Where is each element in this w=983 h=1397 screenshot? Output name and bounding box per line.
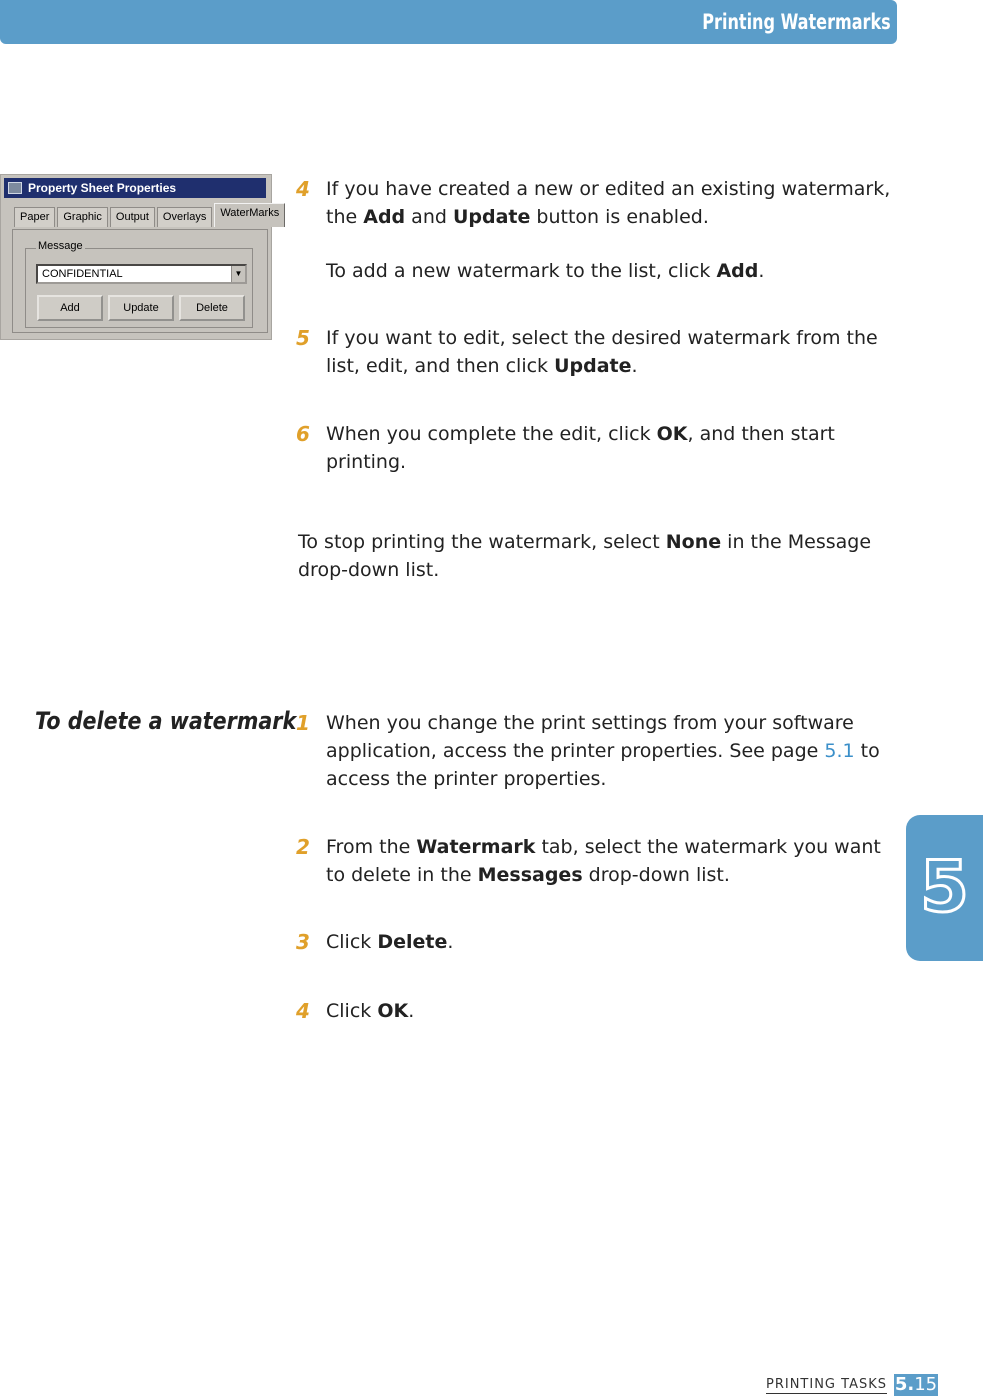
step-number: 4 (296, 999, 310, 1023)
step-item (296, 709, 896, 793)
tab-graphic[interactable]: Graphic (57, 207, 108, 227)
step-text: Click Delete. (326, 931, 454, 953)
step-number: 6 (296, 422, 310, 446)
step-number: 2 (296, 835, 310, 859)
step-text: If you want to edit, select the desired watermark from the list, edit, and then click Update. (326, 327, 878, 377)
page-title: Printing Watermarks (702, 10, 891, 34)
tab-overlays[interactable]: Overlays (157, 207, 212, 227)
dropdown-value: CONFIDENTIAL (42, 268, 123, 280)
tab-watermarks[interactable]: WaterMarks (214, 203, 285, 227)
section-heading: To delete a watermark (35, 707, 297, 735)
page-number: 5.15 (894, 1374, 938, 1395)
step-text: If you have created a new or edited an existing watermark, the Add and Update button is enabled. (326, 178, 891, 228)
header-bar (0, 0, 897, 44)
step-text: When you complete the edit, click OK, and then start printing. (326, 423, 835, 473)
chapter-number: 5 (920, 846, 969, 928)
tab-output[interactable]: Output (110, 207, 155, 227)
page-link[interactable]: 5.1 (824, 740, 855, 762)
footer-label: PRINTING TASKS (766, 1377, 887, 1392)
step-text: Click OK. (326, 1000, 415, 1022)
step-number: 3 (296, 930, 310, 954)
step-item (296, 420, 896, 476)
step-number: 1 (296, 711, 310, 735)
step-number: 4 (296, 177, 310, 201)
note-paragraph: To stop printing the watermark, select None in the Message drop-down list. (298, 531, 872, 581)
dialog-title: Property Sheet Properties (28, 181, 177, 195)
update-button[interactable]: Update (108, 295, 174, 321)
add-button[interactable]: Add (37, 295, 103, 321)
step-item (296, 997, 896, 1025)
dialog-titlebar (4, 178, 266, 198)
step-item (296, 833, 896, 889)
step-item (296, 175, 896, 231)
step-number: 5 (296, 326, 310, 350)
step-text: To add a new watermark to the list, click Add. (326, 260, 765, 282)
dialog-tabs (14, 207, 287, 229)
step-paragraph (296, 257, 896, 285)
tab-paper[interactable]: Paper (14, 207, 55, 227)
chapter-tab (906, 815, 983, 961)
message-group-label: Message (38, 240, 83, 252)
step-text: When you change the print settings from your software application, access the printer properties. See page 5.1 to access the printer properties. (326, 712, 880, 790)
printer-icon (8, 182, 22, 194)
step-text: From the Watermark tab, select the watermark you want to delete in the Messages drop-down list. (326, 836, 881, 886)
step-item (296, 324, 896, 380)
chevron-down-icon[interactable]: ▼ (231, 266, 245, 282)
delete-button[interactable]: Delete (179, 295, 245, 321)
message-dropdown[interactable] (36, 264, 247, 284)
step-item (296, 928, 896, 956)
